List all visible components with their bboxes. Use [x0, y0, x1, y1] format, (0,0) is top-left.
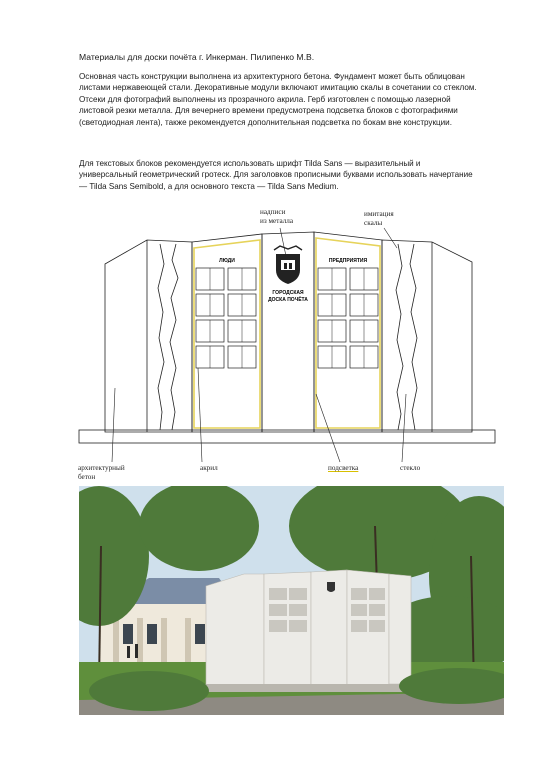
rock-edge-left [170, 244, 178, 430]
center-title-line2: ДОСКА ПОЧЁТА [268, 297, 308, 303]
leader-rock [384, 228, 397, 248]
label-glass: стекло [400, 464, 421, 472]
heading-people: ЛЮДИ [219, 258, 235, 264]
left-outer-panel [105, 240, 192, 432]
visualization-image [79, 486, 504, 715]
label-acrylic: акрил [200, 464, 218, 472]
rock-edge-right [396, 244, 403, 430]
leader-concrete [112, 388, 115, 462]
label-concrete-line1: архитектурный [78, 464, 125, 472]
label-metal-line1: надписи [260, 208, 286, 216]
label-metal-line2: из металла [260, 216, 294, 225]
document-title: Материалы для доски почёта г. Инкерман. Пилипенко М.В. [79, 52, 315, 62]
label-concrete [78, 464, 125, 481]
coat-of-arms-icon [274, 246, 302, 284]
label-rock-line1: имитация [364, 210, 394, 218]
photo-grid-right [318, 268, 378, 368]
label-rock-line2: скалы [364, 218, 383, 227]
elevation-svg [72, 200, 502, 485]
paragraph-fonts: Для текстовых блоков рекомендуется использовать шрифт Tilda Sans — выразительный и универсальный геометрический гротеск. Для заголовков прописными буквами использовать начертание — Tilda Sans Semibold, а для основного текста — Tilda Sans Medium. [79, 159, 473, 191]
label-rock [364, 210, 394, 227]
paragraph-materials: Основная часть конструкции выполнена из архитектурного бетона. Фундамент может быть облицован листами нержавеющей стали. Декоративные модули включают имитацию скалы в сочетании со стеклом. Отсеки для фотографий выполнены из прозрачного акрила. Герб изготовлен с помощью лазерной листовой резки металла. Для вечернего времени предусмотрена подсветка блоков с фотографиями (светодиодная лента), также рекомендуется дополнительная подсветка по бокам вне конструкции. [79, 72, 477, 127]
label-metal [260, 208, 293, 225]
center-title-line1: ГОРОДСКАЯ [272, 290, 304, 296]
heading-enterprises: ПРЕДПРИЯТИЯ [328, 258, 368, 264]
elevation-drawing [72, 200, 502, 485]
label-concrete-line2: бетон [78, 472, 96, 481]
leader-glass [402, 394, 406, 462]
visualization-svg [79, 486, 504, 715]
right-outer-panel [382, 240, 472, 432]
leader-acrylic [198, 368, 202, 462]
honor-board-model [203, 570, 415, 692]
leader-metal [280, 228, 286, 256]
label-lighting: подсветка [328, 464, 359, 472]
photo-grid-left [196, 268, 256, 368]
